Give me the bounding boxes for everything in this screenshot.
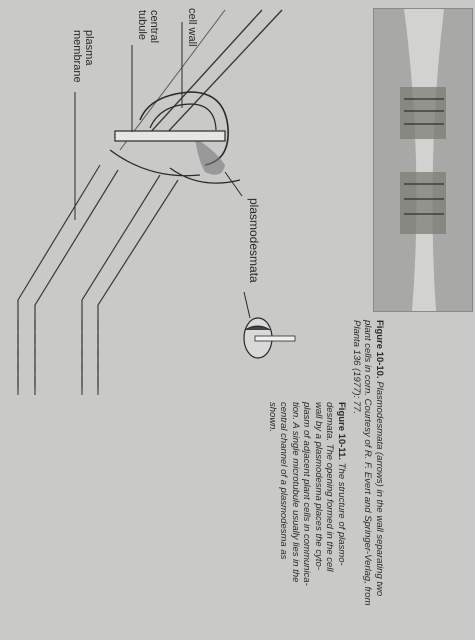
cell-wall-label: cell wall bbox=[186, 8, 198, 47]
figure-10-11-caption bbox=[267, 402, 348, 586]
plasma-membrane-line-1-label: plasma bbox=[83, 30, 95, 66]
cell-wall-outline bbox=[148, 10, 282, 135]
central-tubule bbox=[115, 131, 225, 141]
figure-10-11-number: Figure 10-11. bbox=[336, 402, 347, 461]
figure-10-11-line-1: The structure of plasmo- bbox=[336, 462, 347, 566]
plasma-membrane-label-2 bbox=[71, 30, 83, 83]
central-tubule-label-2 bbox=[136, 10, 148, 40]
micrograph-image bbox=[373, 8, 473, 312]
plasma-membrane-label bbox=[83, 30, 95, 65]
plasma-membrane-line-4 bbox=[98, 180, 178, 390]
plasma-membrane-line-1 bbox=[18, 165, 100, 390]
plasma-membrane-line-2-label: membrane bbox=[71, 30, 83, 83]
leader-plasmodesmata-1 bbox=[225, 172, 242, 196]
leader-plasmodesmata-2 bbox=[244, 292, 250, 318]
central-tubule-line-1: central bbox=[148, 10, 160, 44]
figure-10-10-line-3: Planta 136 (1977): 77. bbox=[351, 320, 362, 415]
figure-10-11-line-2: desmata. The opening formed in the cell bbox=[324, 402, 336, 572]
central-tubule-label bbox=[148, 10, 160, 43]
figure-10-11-line-6: central channel of a plasmodesma as bbox=[278, 402, 290, 560]
figure-10-11-line-3: wall by a plasmodesma places the cyto- bbox=[313, 402, 324, 570]
figure-10-10-caption bbox=[351, 320, 386, 605]
dashed-lines bbox=[18, 320, 98, 395]
figure-10-11-line-5: tion. A single microtubule usually lies in the bbox=[290, 402, 301, 583]
plasmodesmata-label: plasmodesmata bbox=[247, 198, 261, 283]
figure-10-11-line-4: plasm of adjacent plant cells in communica- bbox=[301, 402, 313, 586]
figure-10-10-line-2: plant cells in corn. Courtesy of R. F. Evert and Springer-Verlag, from bbox=[362, 320, 374, 606]
plasma-membrane-line-3 bbox=[82, 175, 160, 390]
figure-10-10-line-1: Plasmodesmata (arrows) in the wall separating two bbox=[374, 381, 385, 597]
figure-10-10-number: Figure 10-10. bbox=[374, 320, 385, 379]
central-tubule-line-2: tubule bbox=[136, 10, 148, 40]
cross-section-tubule bbox=[255, 336, 295, 341]
figure-10-11-line-7: shown. bbox=[267, 402, 278, 433]
